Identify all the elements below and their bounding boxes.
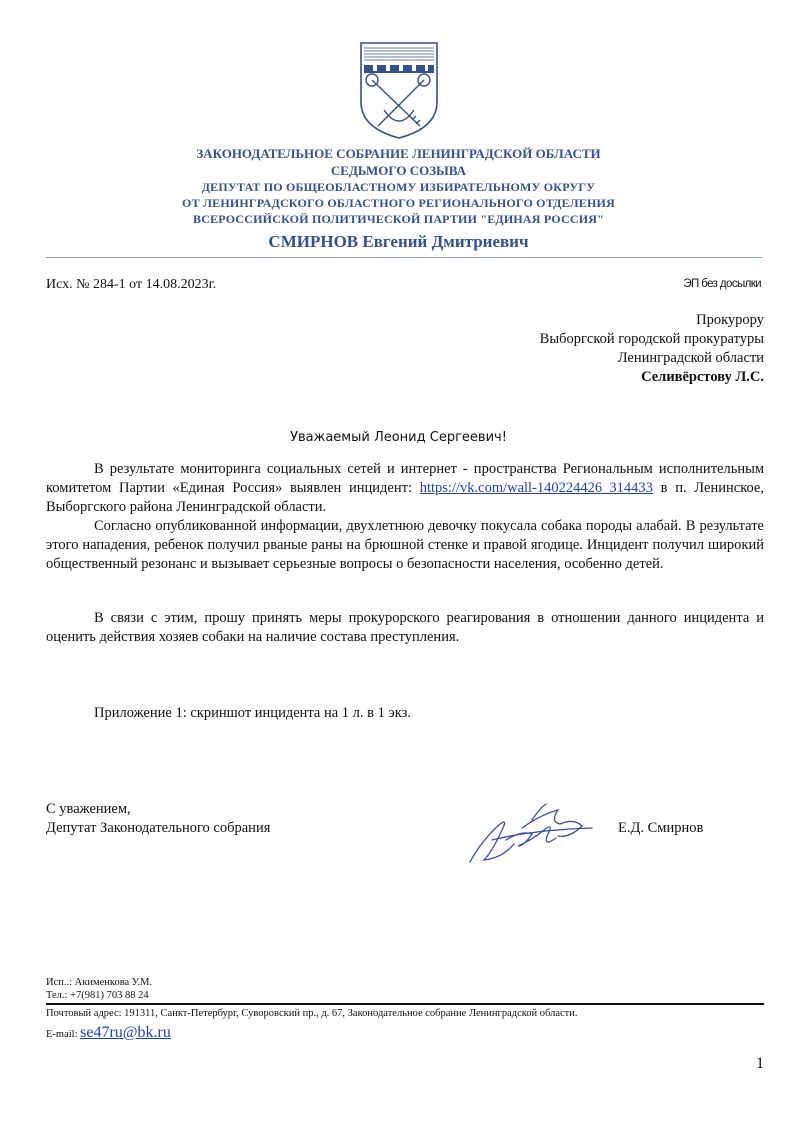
addressee-region: Ленинградской области: [617, 350, 764, 366]
handwritten-signature: [462, 800, 612, 870]
email-link[interactable]: se47ru@bk.ru: [80, 1024, 171, 1041]
salutation: Уважаемый Леонид Сергеевич!: [290, 430, 507, 445]
header-divider: [46, 257, 762, 258]
closing-title: Депутат Законодательного собрания: [46, 820, 271, 836]
coat-of-arms-emblem: [358, 40, 440, 140]
email-line: [46, 1024, 171, 1042]
paragraph-incident-tail: в п. Ленинское, Выборгского района Ленинградской области.: [46, 480, 764, 515]
deputy-branch: ОТ ЛЕНИНГРАДСКОГО ОБЛАСТНОГО РЕГИОНАЛЬНОГО ОТДЕЛЕНИЯ: [182, 196, 615, 210]
addressee-office: Выборгской городской прокуратуры: [539, 331, 764, 347]
deputy-party: ВСЕРОССИЙСКОЙ ПОЛИТИЧЕСКОЙ ПАРТИИ "ЕДИНАЯ РОССИЯ": [193, 212, 604, 226]
closing-regards: С уважением,: [46, 801, 131, 817]
attachment-note: Приложение 1: скриншот инцидента на 1 л. в 1 экз.: [94, 705, 411, 721]
paragraph-incident: [46, 460, 764, 517]
footer-divider: [46, 1003, 764, 1005]
email-label: E-mail:: [46, 1029, 81, 1040]
convocation: СЕДЬМОГО СОЗЫВА: [330, 163, 467, 178]
deputy-district: ДЕПУТАТ ПО ОБЩЕОБЛАСТНОМУ ИЗБИРАТЕЛЬНОМУ ОКРУГУ: [201, 180, 596, 194]
deputy-name: СМИРНОВ Евгений Дмитриевич: [268, 232, 529, 251]
paragraph-incident-text: В результате мониторинга социальных сетей и интернет - пространства Региональным исполнительным комитетом Партии «Единая Россия» выявлен инцидент:: [46, 461, 764, 496]
delivery-note: ЭП без досылки: [683, 278, 761, 290]
signer-name: Е.Д. Смирнов: [618, 820, 704, 836]
paragraph-details: Согласно опубликованной информации, двухлетнюю девочку покусала собака породы алабай. В результате этого нападения, ребенок получил рваные раны на брюшной стенке и правой ягодице. Инцидент получил широкий общественный резонанс и вызывает серьезные вопросы о безопасности населения, особенно детей.: [46, 518, 764, 572]
postal-address: Почтовый адрес: 191311, Санкт-Петербург, Суворовский пр., д. 67, Законодательное собрание Ленинградской области.: [46, 1008, 578, 1019]
paragraph-request: В связи с этим, прошу принять меры прокурорского реагирования в отношении данного инцидента и оценить действия хозяев собаки на наличие состава преступления.: [46, 610, 764, 645]
executor-phone: Тел.: +7(981) 703 88 24: [46, 990, 149, 1001]
incident-link[interactable]: https://vk.com/wall-140224426_314433: [419, 480, 653, 496]
addressee-name: Селивёрстову Л.С.: [641, 369, 764, 385]
org-title: ЗАКОНОДАТЕЛЬНОЕ СОБРАНИЕ ЛЕНИНГРАДСКОЙ ОБЛАСТИ: [196, 146, 601, 161]
addressee-position: Прокурору: [696, 312, 764, 328]
executor-name: Исп..: Акименкова У.М.: [46, 977, 153, 988]
closing-block: [46, 800, 270, 838]
outgoing-number: Исх. № 284-1 от 14.08.2023г.: [46, 277, 217, 292]
executor-block: [46, 976, 152, 1002]
page-number: 1: [756, 1055, 764, 1072]
